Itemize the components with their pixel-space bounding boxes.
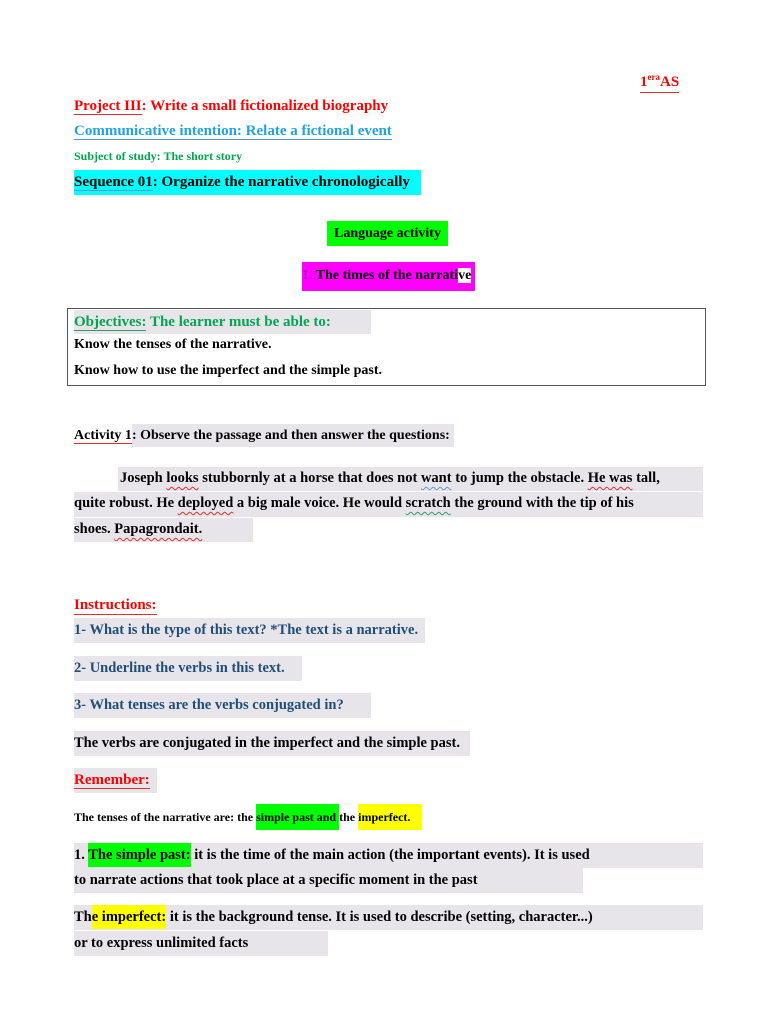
- objectives-label: Objectives:: [74, 314, 147, 330]
- passage-line-3: [74, 521, 202, 538]
- imperfect-highlight: imperfect.: [358, 804, 422, 830]
- intention-line: [74, 123, 392, 140]
- objective-2: Know how to use the imperfect and the simple past.: [74, 363, 382, 378]
- imperfect-text: Th: [74, 909, 92, 925]
- language-activity-title: Language activity: [327, 221, 448, 246]
- imperfect-label: e imperfect:: [92, 905, 166, 929]
- verb-deployed: deployed: [177, 495, 234, 511]
- instructions-label: Instructions:: [74, 597, 157, 613]
- passage-text: a big male voice. He would: [233, 495, 406, 511]
- remember-intro-text: The tenses of the narrative are: the: [74, 810, 257, 824]
- project-line: [74, 98, 388, 115]
- project-label: Project III: [74, 98, 142, 114]
- objectives-header: [74, 310, 371, 334]
- passage-text: to jump the obstacle.: [451, 470, 588, 486]
- activity-text: : Observe the passage and then answer the questions:: [132, 424, 454, 447]
- activity-label: Activity 1: [74, 428, 132, 443]
- remember-intro-text: the: [339, 810, 359, 824]
- intention-text: Relate a fictional event: [241, 123, 392, 139]
- level-tag: [640, 72, 679, 93]
- simple-past-number: 1.: [74, 847, 89, 863]
- simple-past-text: it is the time of the main action (the important events). It is used: [190, 847, 590, 863]
- sequence-label: Sequence 01: [74, 174, 153, 190]
- passage-text: Joseph: [120, 470, 167, 486]
- subject-line: Subject of study: The short story: [74, 149, 243, 163]
- question-3: 3- What tenses are the verbs conjugated in?: [74, 693, 371, 718]
- simple-past-line-2: to narrate actions that took place at a specific moment in the past: [74, 868, 583, 893]
- passage-text: tall,: [632, 470, 660, 486]
- imperfect-text: it is the background tense. It is used to describe (setting, character...): [166, 909, 593, 925]
- remember-label-text: Remember:: [74, 772, 150, 788]
- remember-intro: [74, 804, 422, 830]
- remember-label: [74, 768, 157, 793]
- objectives-intro: The learner must be able to:: [146, 314, 331, 330]
- project-text: : Write a small fictionalized biography: [141, 98, 389, 114]
- verb-papagrondait: Papagrondait.: [114, 521, 203, 537]
- times-of-narrative-title: [302, 262, 475, 291]
- passage-line-2: [74, 495, 634, 512]
- verb-was: He was: [587, 470, 633, 486]
- level-num: 1: [640, 74, 648, 90]
- level-sup: era: [647, 72, 660, 82]
- level-suffix: AS: [660, 74, 680, 90]
- imperfect-line-2: or to express unlimited facts: [74, 931, 328, 956]
- simple-past-label: The simple past:: [88, 843, 190, 867]
- objective-1: Know the tenses of the narrative.: [74, 337, 272, 352]
- passage-text: the ground with the tip of his: [450, 495, 634, 511]
- passage-text: quite robust. He: [74, 495, 178, 511]
- answer-3: The verbs are conjugated in the imperfect and the simple past.: [74, 731, 470, 756]
- times-title-a: The times of the narrati: [312, 268, 459, 283]
- question-2: 2- Underline the verbs in this text.: [74, 656, 302, 681]
- times-highlight: [302, 262, 475, 291]
- times-title-b: ve: [458, 268, 472, 283]
- passage-line-1: [120, 470, 660, 487]
- sequence-text: : Organize the narrative chronologically: [152, 174, 410, 190]
- passage-text: shoes.: [74, 521, 115, 537]
- question-1: 1- What is the type of this text? *The text is a narrative.: [74, 618, 425, 643]
- sequence-line: [74, 170, 421, 195]
- verb-looks: looks: [166, 470, 199, 486]
- simple-past-line-1: [74, 843, 590, 868]
- activity-line: [74, 428, 454, 444]
- simple-past-highlight: simple past and: [256, 804, 339, 830]
- times-number: 1.: [302, 268, 313, 283]
- imperfect-line-1: [74, 905, 593, 930]
- verb-scratch: scratch: [405, 495, 451, 511]
- verb-want: want: [420, 470, 452, 486]
- intention-label: Communicative intention:: [74, 123, 242, 139]
- passage-text: stubbornly at a horse that does not: [198, 470, 421, 486]
